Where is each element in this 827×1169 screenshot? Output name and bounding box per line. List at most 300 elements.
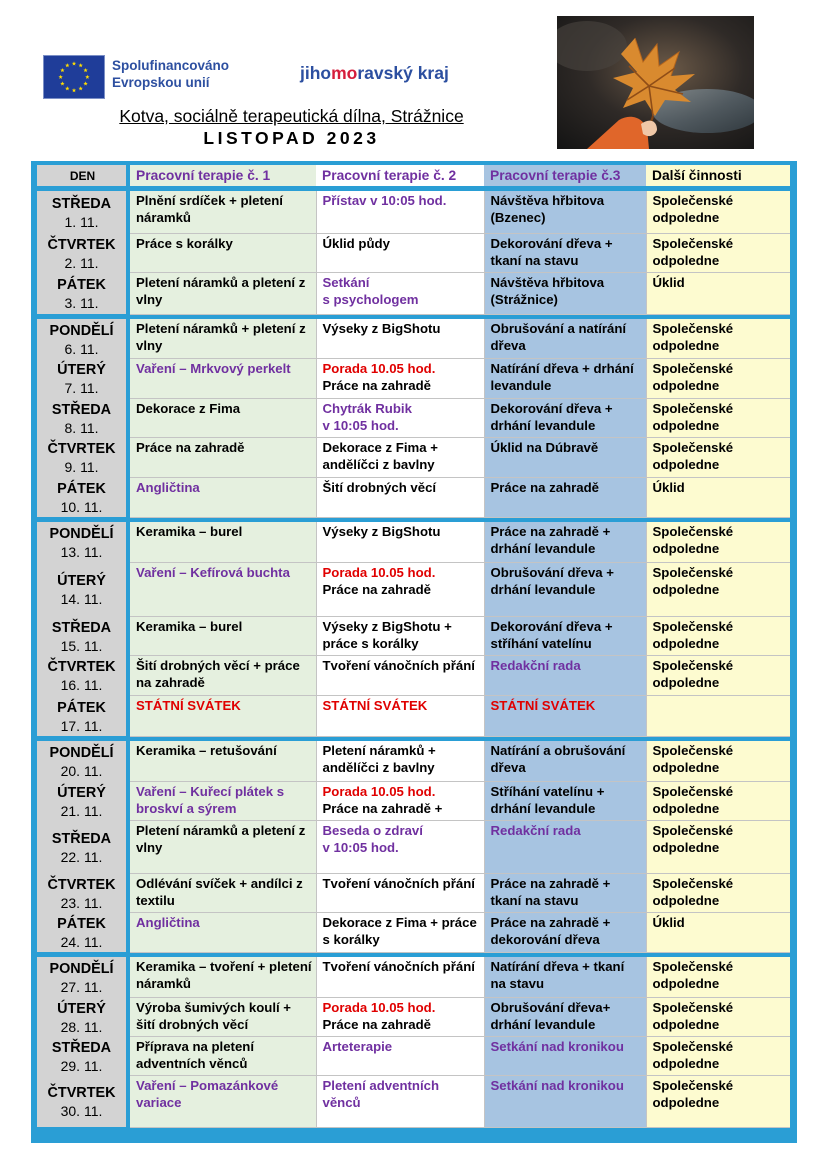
day-cell <box>37 820 128 873</box>
activity-text: Společenské odpoledne <box>652 822 734 855</box>
day-row <box>37 522 790 562</box>
activity-text: Vaření – Kefírová buchta <box>136 564 290 580</box>
day-row <box>37 741 790 781</box>
day-date: 20. 11. <box>60 763 103 779</box>
eu-stars-icon <box>44 56 104 98</box>
day-date: 29. 11. <box>60 1057 103 1074</box>
therapy-2-cell <box>316 319 484 358</box>
therapy-1-cell <box>128 912 316 952</box>
activity-text: Společenské odpoledne <box>652 360 734 393</box>
activity-text: Tvoření vánočních přání <box>322 875 475 891</box>
activity-text: Obrušování a natírání dřeva <box>490 321 627 353</box>
therapy-2-cell <box>316 272 484 314</box>
therapy-1-cell <box>128 358 316 398</box>
day-cell <box>37 191 128 233</box>
day-name: ÚTERÝ <box>57 1000 106 1017</box>
therapy-2-cell <box>316 191 484 233</box>
activity-text: Společenské odpoledne <box>652 1077 734 1110</box>
day-cell <box>37 912 128 952</box>
activity-text: Práce na zahradě <box>322 377 431 393</box>
day-cell <box>37 358 128 398</box>
therapy-1-cell <box>128 997 316 1036</box>
therapy-2-cell <box>316 437 484 477</box>
day-row <box>37 997 790 1036</box>
therapy-2-cell <box>316 616 484 655</box>
activity-text: Úklid <box>652 914 685 930</box>
other-activities-cell <box>646 477 790 517</box>
day-cell <box>37 781 128 820</box>
day-row <box>37 873 790 912</box>
day-name: PONDĚLÍ <box>49 745 114 761</box>
day-name: ČTVRTEK <box>47 236 116 253</box>
day-date: 21. 11. <box>60 802 103 819</box>
eu-text-line2: Evropskou unií <box>112 75 210 90</box>
activity-text: Redakční rada <box>490 657 581 673</box>
other-activities-cell <box>646 437 790 477</box>
day-name: ČTVRTEK <box>47 659 116 675</box>
therapy-3-cell <box>484 741 646 781</box>
activity-text: Odlévání svíček + andílci z textilu <box>136 875 303 908</box>
activity-text: Vaření – Mrkvový perkelt <box>136 360 291 376</box>
therapy-1-cell <box>128 655 316 695</box>
therapy-2-cell <box>316 398 484 437</box>
therapy-1-cell <box>128 562 316 616</box>
other-activities-cell <box>646 1075 790 1127</box>
activity-text: Natírání a obrušování dřeva <box>490 743 626 775</box>
activity-text: Společenské odpoledne <box>652 564 734 597</box>
day-date: 1. 11. <box>64 214 99 230</box>
other-activities-cell <box>646 522 790 562</box>
day-date: 27. 11. <box>60 979 103 995</box>
therapy-1-cell <box>128 873 316 912</box>
other-activities-cell <box>646 820 790 873</box>
other-activities-cell <box>646 873 790 912</box>
activity-text: Společenské odpoledne <box>652 1038 734 1071</box>
day-name: PÁTEK <box>57 481 106 497</box>
day-row <box>37 233 790 272</box>
day-row <box>37 358 790 398</box>
other-activities-cell <box>646 358 790 398</box>
day-row <box>37 1075 790 1127</box>
therapy-1-cell <box>128 191 316 233</box>
other-activities-cell <box>646 1036 790 1075</box>
eu-star-icon <box>79 86 83 90</box>
therapy-3-cell <box>484 616 646 655</box>
therapy-2-cell <box>316 912 484 952</box>
therapy-3-cell <box>484 781 646 820</box>
activity-text: Porada 10.05 hod. <box>322 999 436 1015</box>
therapy-1-cell <box>128 820 316 873</box>
other-activities-cell <box>646 997 790 1036</box>
therapy-3-cell <box>484 873 646 912</box>
day-name: STŘEDA <box>51 401 112 418</box>
day-date: 14. 11. <box>60 591 103 607</box>
day-cell <box>37 272 128 314</box>
therapy-3-cell <box>484 1075 646 1127</box>
eu-star-icon <box>83 68 87 72</box>
activity-text: Dekorování dřeva + tkaní na stavu <box>490 235 613 268</box>
therapy-3-cell <box>484 912 646 952</box>
eu-star-icon <box>79 63 83 67</box>
therapy-3-cell <box>484 272 646 314</box>
therapy-3-cell <box>484 319 646 358</box>
day-cell <box>37 437 128 477</box>
day-cell <box>37 1036 128 1075</box>
leaf-image <box>557 16 754 149</box>
day-cell <box>37 562 128 616</box>
other-activities-cell <box>646 233 790 272</box>
therapy-2-cell <box>316 477 484 517</box>
activity-text: Společenské odpoledne <box>652 743 734 775</box>
activity-text: Práce na zahradě + dekorování dřeva <box>490 914 611 947</box>
day-row <box>37 319 790 358</box>
region-logo <box>300 63 449 84</box>
activity-text: Práce s korálky <box>136 235 233 251</box>
activity-text: Společenské odpoledne <box>652 959 734 991</box>
therapy-3-cell <box>484 477 646 517</box>
activity-text: Keramika – burel <box>136 618 243 634</box>
activity-text: Pletení náramků a pletení z vlny <box>136 822 306 855</box>
activity-text: Dekorace z Fima + andělíčci z bavlny <box>322 439 438 472</box>
activity-text: Pletení náramků + andělíčci z bavlny <box>322 743 436 775</box>
col-header-therapy-1: Pracovní terapie č. 1 <box>128 165 316 186</box>
activity-text: Úklid půdy <box>322 235 390 251</box>
therapy-1-cell <box>128 319 316 358</box>
activity-text: Výroba šumivých koulí + šití drobných věcí <box>136 999 292 1032</box>
other-activities-cell <box>646 781 790 820</box>
day-date: 9. 11. <box>64 459 99 475</box>
activity-text: Tvoření vánočních přání <box>322 657 475 673</box>
day-date: 30. 11. <box>60 1103 103 1119</box>
therapy-3-cell <box>484 233 646 272</box>
activity-text: STÁTNÍ SVÁTEK <box>322 697 428 713</box>
day-cell <box>37 741 128 781</box>
therapy-2-cell <box>316 957 484 997</box>
therapy-1-cell <box>128 957 316 997</box>
activity-text: Práce na zahradě + <box>322 800 443 816</box>
therapy-1-cell <box>128 437 316 477</box>
activity-text: STÁTNÍ SVÁTEK <box>136 697 241 713</box>
therapy-1-cell <box>128 781 316 820</box>
other-activities-cell <box>646 912 790 952</box>
day-cell <box>37 398 128 437</box>
activity-text: Společenské odpoledne <box>652 439 734 472</box>
activity-text: Angličtina <box>136 914 200 930</box>
therapy-3-cell <box>484 562 646 616</box>
day-name: ÚTERÝ <box>57 784 106 801</box>
eu-cofinance-text <box>112 57 229 91</box>
activity-text: Práce na zahradě <box>136 439 245 455</box>
day-row <box>37 695 790 736</box>
therapy-3-cell <box>484 695 646 736</box>
activity-text: STÁTNÍ SVÁTEK <box>490 697 596 713</box>
eu-star-icon <box>58 75 62 79</box>
day-date: 3. 11. <box>64 295 99 311</box>
other-activities-cell <box>646 562 790 616</box>
therapy-2-cell <box>316 562 484 616</box>
day-date: 23. 11. <box>60 894 103 911</box>
activity-text: Porada 10.05 hod. <box>322 564 436 580</box>
activity-text: Společenské odpoledne <box>652 321 734 353</box>
day-date: 15. 11. <box>60 637 103 654</box>
other-activities-cell <box>646 741 790 781</box>
day-cell <box>37 997 128 1036</box>
activity-text: Plnění srdíček + pletení náramků <box>136 193 283 225</box>
day-name: PONDĚLÍ <box>49 961 114 977</box>
activity-text: Šití drobných věcí + práce na zahradě <box>136 657 300 690</box>
therapy-3-cell <box>484 358 646 398</box>
other-activities-cell <box>646 616 790 655</box>
day-row <box>37 437 790 477</box>
eu-star-icon <box>83 81 87 85</box>
activity-text: Úklid <box>652 274 685 290</box>
other-activities-cell <box>646 272 790 314</box>
therapy-3-cell <box>484 522 646 562</box>
day-name: PÁTEK <box>57 277 106 293</box>
day-date: 28. 11. <box>60 1018 103 1035</box>
therapy-2-cell <box>316 781 484 820</box>
activity-text: Dekorování dřeva + drhání levandule <box>490 400 613 433</box>
eu-star-icon <box>72 88 76 92</box>
activity-text: Porada 10.05 hod. <box>322 360 436 376</box>
activity-text: Práce na zahradě <box>490 479 599 495</box>
therapy-1-cell <box>128 477 316 517</box>
activity-text: Práce na zahradě + drhání levandule <box>490 524 611 556</box>
day-date: 6. 11. <box>64 340 99 357</box>
day-name: ÚTERÝ <box>57 573 106 589</box>
activity-text: Natírání dřeva + tkaní na stavu <box>490 959 625 991</box>
therapy-3-cell <box>484 997 646 1036</box>
autumn-leaf-photo <box>557 16 754 149</box>
eu-flag-logo <box>43 55 105 99</box>
activity-text: Vaření – Pomazánkové variace <box>136 1077 279 1110</box>
activity-text: Společenské odpoledne <box>652 783 734 816</box>
activity-text: Setkání nad kronikou <box>490 1038 624 1054</box>
region-logo-part2: mo <box>331 63 358 83</box>
activity-text: Přístav v 10:05 hod. <box>322 193 447 208</box>
activity-text: Obrušování dřeva+ drhání levandule <box>490 999 611 1032</box>
day-row <box>37 1036 790 1075</box>
day-name: ČTVRTEK <box>47 441 116 457</box>
day-row <box>37 820 790 873</box>
activity-text: Dekorace z Fima + práce s korálky <box>322 914 477 947</box>
therapy-3-cell <box>484 398 646 437</box>
activity-text: Keramika – tvoření + pletení náramků <box>136 959 312 991</box>
month-title: LISTOPAD 2023 <box>203 128 380 148</box>
therapy-2-cell <box>316 820 484 873</box>
therapy-1-cell <box>128 522 316 562</box>
region-logo-part1: jiho <box>300 63 332 83</box>
eu-star-icon <box>60 68 64 72</box>
activity-text: Návštěva hřbitova (Bzenec) <box>490 193 605 225</box>
activity-text: Úklid <box>652 479 685 495</box>
therapy-1-cell <box>128 695 316 736</box>
day-cell <box>37 1075 128 1127</box>
therapy-2-cell <box>316 522 484 562</box>
day-row <box>37 477 790 517</box>
other-activities-cell <box>646 191 790 233</box>
eu-star-icon <box>85 75 89 79</box>
day-name: ÚTERÝ <box>57 362 106 378</box>
activity-text: Keramika – burel <box>136 524 243 539</box>
day-date: 22. 11. <box>60 848 103 865</box>
day-row <box>37 912 790 952</box>
day-date: 24. 11. <box>60 934 103 950</box>
activity-text: Porada 10.05 hod. <box>322 783 436 799</box>
activity-text: Výseky z BigShotu + práce s korálky <box>322 618 452 651</box>
therapy-2-cell <box>316 655 484 695</box>
day-cell <box>37 695 128 736</box>
activity-text: Pletení náramků a pletení z vlny <box>136 274 306 307</box>
activity-text: Vaření – Kuřecí plátek s broskví a sýrem <box>136 783 285 816</box>
day-row <box>37 655 790 695</box>
therapy-1-cell <box>128 233 316 272</box>
other-activities-cell <box>646 957 790 997</box>
day-name: PÁTEK <box>57 699 106 716</box>
activity-text: Společenské odpoledne <box>652 524 734 556</box>
header-row <box>37 165 790 186</box>
day-name: STŘEDA <box>51 1039 112 1056</box>
day-date: 8. 11. <box>64 419 99 436</box>
day-cell <box>37 616 128 655</box>
therapy-2-cell <box>316 233 484 272</box>
activity-text: Příprava na pletení adventních věnců <box>136 1038 254 1071</box>
activity-text: Úklid na Dúbravě <box>490 439 599 455</box>
activity-text: Návštěva hřbitova (Strážnice) <box>490 274 605 307</box>
day-cell <box>37 873 128 912</box>
other-activities-cell <box>646 695 790 736</box>
activity-text: Společenské odpoledne <box>652 618 734 651</box>
activity-text: Chytrák Rubik v 10:05 hod. <box>322 400 412 433</box>
schedule-table <box>37 165 790 1128</box>
therapy-1-cell <box>128 272 316 314</box>
activity-text: Šití drobných věcí <box>322 479 437 495</box>
activity-text: Setkání s psychologem <box>322 274 419 307</box>
day-name: STŘEDA <box>51 196 112 212</box>
therapy-2-cell <box>316 1075 484 1127</box>
activity-text: Stříhání vatelínu + drhání levandule <box>490 783 605 816</box>
day-cell <box>37 655 128 695</box>
other-activities-cell <box>646 319 790 358</box>
day-row <box>37 562 790 616</box>
col-header-therapy-2: Pracovní terapie č. 2 <box>316 165 484 186</box>
col-header-therapy-3: Pracovní terapie č.3 <box>484 165 646 186</box>
day-cell <box>37 477 128 517</box>
schedule-frame <box>31 161 797 1143</box>
activity-text: Arteterapie <box>322 1038 393 1054</box>
activity-text: Společenské odpoledne <box>652 657 734 690</box>
therapy-3-cell <box>484 957 646 997</box>
region-logo-part3: ravský kraj <box>357 63 449 83</box>
activity-text: Dekorace z Fima <box>136 400 241 416</box>
day-row <box>37 191 790 233</box>
therapy-3-cell <box>484 820 646 873</box>
eu-text-line1: Spolufinancováno <box>112 58 230 73</box>
day-row <box>37 272 790 314</box>
activity-text: Beseda o zdraví v 10:05 hod. <box>322 822 423 855</box>
other-activities-cell <box>646 398 790 437</box>
therapy-1-cell <box>128 1036 316 1075</box>
therapy-3-cell <box>484 655 646 695</box>
activity-text: Společenské odpoledne <box>652 400 734 433</box>
day-name: PONDĚLÍ <box>49 322 114 339</box>
activity-text: Natírání dřeva + drhání levandule <box>490 360 634 393</box>
activity-text: Keramika – retušování <box>136 743 277 758</box>
activity-text: Pletení náramků + pletení z vlny <box>136 321 306 353</box>
therapy-3-cell <box>484 191 646 233</box>
workshop-name: Kotva, sociálně terapeutická dílna, Strážnice <box>119 106 464 126</box>
day-name: ČTVRTEK <box>47 1085 116 1101</box>
activity-text: Práce na zahradě <box>322 581 431 597</box>
therapy-2-cell <box>316 358 484 398</box>
activity-text: Tvoření vánočních přání <box>322 959 475 974</box>
activity-text: Společenské odpoledne <box>652 235 734 268</box>
day-name: STŘEDA <box>51 619 112 636</box>
therapy-1-cell <box>128 741 316 781</box>
eu-star-icon <box>65 63 69 67</box>
col-header-other-activities: Další činnosti <box>646 165 790 186</box>
activity-text: Společenské odpoledne <box>652 875 734 908</box>
activity-text: Dekorování dřeva + stříhání vatelínu <box>490 618 613 651</box>
day-row <box>37 781 790 820</box>
day-cell <box>37 522 128 562</box>
therapy-1-cell <box>128 1075 316 1127</box>
eu-star-icon <box>60 81 64 85</box>
activity-text: Pletení adventních věnců <box>322 1077 440 1110</box>
eu-star-icon <box>72 61 76 65</box>
activity-text: Setkání nad kronikou <box>490 1077 624 1093</box>
day-date: 7. 11. <box>64 380 99 396</box>
therapy-2-cell <box>316 997 484 1036</box>
therapy-2-cell <box>316 695 484 736</box>
activity-text: Angličtina <box>136 479 200 495</box>
activity-text: Práce na zahradě <box>322 1016 431 1032</box>
therapy-2-cell <box>316 873 484 912</box>
activity-text: Práce na zahradě + tkaní na stavu <box>490 875 611 908</box>
day-name: STŘEDA <box>51 830 112 847</box>
therapy-3-cell <box>484 437 646 477</box>
activity-text: Společenské odpoledne <box>652 193 734 225</box>
day-name: ČTVRTEK <box>47 876 116 893</box>
schedule-body <box>37 165 790 1127</box>
day-date: 13. 11. <box>60 544 103 560</box>
activity-text: Výseky z BigShotu <box>322 524 441 539</box>
therapy-1-cell <box>128 616 316 655</box>
day-date: 17. 11. <box>60 717 103 734</box>
day-cell <box>37 319 128 358</box>
therapy-1-cell <box>128 398 316 437</box>
day-date: 16. 11. <box>60 677 103 693</box>
day-row <box>37 957 790 997</box>
day-date: 10. 11. <box>60 499 103 515</box>
day-row <box>37 616 790 655</box>
eu-star-icon <box>65 86 69 90</box>
day-cell <box>37 957 128 997</box>
other-activities-cell <box>646 655 790 695</box>
therapy-2-cell <box>316 1036 484 1075</box>
activity-text: Obrušování dřeva + drhání levandule <box>490 564 614 597</box>
activity-text: Výseky z BigShotu <box>322 321 441 336</box>
day-date: 2. 11. <box>64 254 99 271</box>
activity-text: Společenské odpoledne <box>652 999 734 1032</box>
therapy-2-cell <box>316 741 484 781</box>
day-cell <box>37 233 128 272</box>
col-header-day: DEN <box>37 165 128 186</box>
day-name: PONDĚLÍ <box>49 526 114 542</box>
activity-text: Redakční rada <box>490 822 581 838</box>
day-row <box>37 398 790 437</box>
therapy-3-cell <box>484 1036 646 1075</box>
